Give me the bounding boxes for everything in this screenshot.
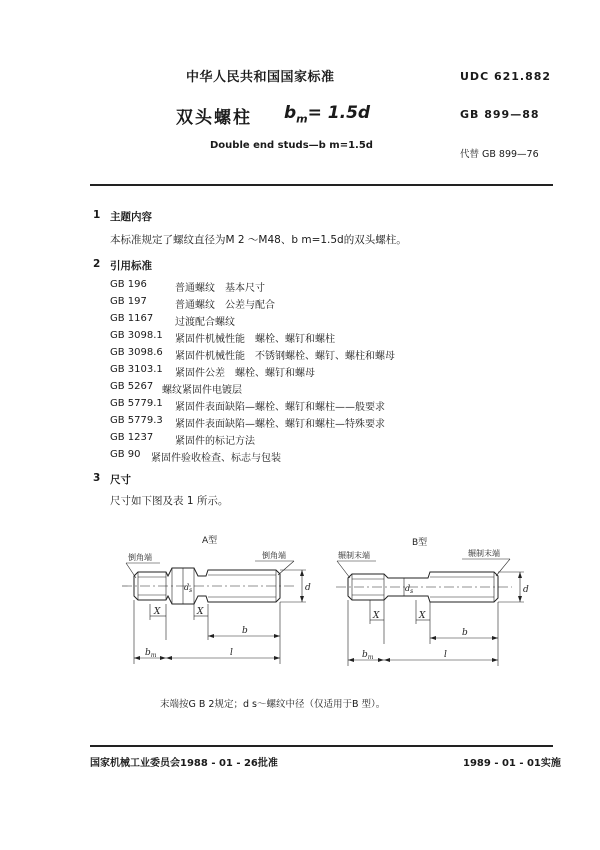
section-1-title: 主题内容 (110, 211, 152, 223)
reference-code: GB 196 (110, 279, 147, 290)
english-title: Double end studs—b m=1.5d (210, 140, 373, 151)
type-a-l-label: l (230, 648, 233, 658)
reference-title: 过渡配合螺纹 (175, 317, 235, 328)
reference-title: 紧固件的标记方法 (175, 436, 255, 447)
reference-code: GB 1237 (110, 432, 154, 443)
type-a-x-label-left: X (154, 607, 161, 617)
section-1-body: 本标准规定了螺纹直径为M 2 ～M48、b m=1.5d的双头螺柱。 (110, 234, 407, 246)
ds-sub: s (410, 588, 414, 595)
reference-title: 紧固件公差 螺栓、螺钉和螺母 (175, 368, 315, 379)
type-b-bm-label (362, 650, 374, 661)
replaces-note: 代替 GB 899—76 (460, 149, 539, 160)
national-standard-heading: 中华人民共和国国家标准 (186, 70, 335, 85)
reference-code: GB 5267 (110, 381, 154, 392)
reference-title: 紧固件表面缺陷—螺栓、螺钉和螺柱——般要求 (175, 402, 385, 413)
section-1-number: 1 (93, 209, 101, 221)
formula-sub-m: m (296, 112, 308, 126)
type-a-b-label: b (242, 626, 248, 636)
reference-title: 紧固件验收检查、标志与包装 (151, 453, 281, 464)
issuer-line: 国家机械工业委员会1988 - 01 - 26批准 (90, 758, 278, 769)
type-a-bm-label (145, 648, 157, 659)
section-2-title: 引用标准 (110, 260, 152, 272)
formula-d: d (357, 103, 371, 123)
reference-code: GB 1167 (110, 313, 154, 324)
type-a-ds-label (184, 583, 192, 594)
reference-title: 紧固件表面缺陷—螺栓、螺钉和螺柱—特殊要求 (175, 419, 385, 430)
type-b-label: B型 (412, 538, 428, 548)
type-a-chamfer-label: 倒角端 (128, 553, 152, 562)
udc-number: UDC 621.882 (460, 70, 552, 83)
ds-sub: s (189, 587, 193, 594)
ds-base: d (405, 584, 411, 593)
type-a-chamfer-label-right: 倒角端 (262, 551, 286, 560)
ds-base: d (184, 583, 190, 592)
type-b-d-label: d (523, 585, 529, 595)
section-2-number: 2 (93, 258, 101, 270)
formula-rest: = 1.5 (307, 103, 358, 123)
reference-title: 紧固件机械性能 螺栓、螺钉和螺柱 (175, 334, 335, 345)
bm-base: b (145, 648, 151, 658)
footer-rule (90, 745, 553, 747)
type-a-x-label-right: X (197, 607, 204, 617)
reference-title: 紧固件机械性能 不锈钢螺栓、螺钉、螺柱和螺母 (175, 351, 395, 362)
bm-sub: m (367, 654, 374, 661)
bm-sub: m (150, 652, 157, 659)
figure-note: 末端按G B 2规定；d s～螺纹中径（仅适用于B 型）。 (160, 699, 386, 710)
type-b-ds-label (405, 584, 413, 595)
section-3-title: 尺寸 (110, 474, 131, 486)
reference-code: GB 197 (110, 296, 147, 307)
reference-title: 普通螺纹 公差与配合 (175, 300, 275, 311)
formula-b: b (284, 103, 297, 123)
section-3-number: 3 (93, 472, 101, 484)
type-a-d-label: d (305, 583, 311, 593)
gb-number: GB 899—88 (460, 108, 540, 121)
type-a-label: A型 (202, 536, 218, 546)
reference-code: GB 3098.6 (110, 347, 163, 358)
reference-code: GB 90 (110, 449, 141, 460)
section-3-body: 尺寸如下图及表 1 所示。 (110, 495, 229, 507)
type-b-rolled-label: 辗制末端 (338, 551, 370, 560)
reference-code: GB 5779.1 (110, 398, 163, 409)
reference-code: GB 3103.1 (110, 364, 163, 375)
reference-code: GB 3098.1 (110, 330, 163, 341)
reference-code: GB 5779.3 (110, 415, 163, 426)
document-title: 双头螺柱 (176, 108, 252, 128)
type-b-x-label-right: X (419, 611, 426, 621)
type-b-rolled-label-right: 辗制末端 (468, 549, 500, 558)
reference-title: 螺纹紧固件电镀层 (162, 385, 242, 396)
type-b-b-label: b (462, 628, 468, 638)
type-b-x-label-left: X (373, 611, 380, 621)
bm-base: b (362, 650, 368, 660)
effective-date: 1989 - 01 - 01实施 (463, 758, 561, 769)
reference-title: 普通螺纹 基本尺寸 (175, 283, 265, 294)
type-b-l-label: l (444, 650, 447, 660)
